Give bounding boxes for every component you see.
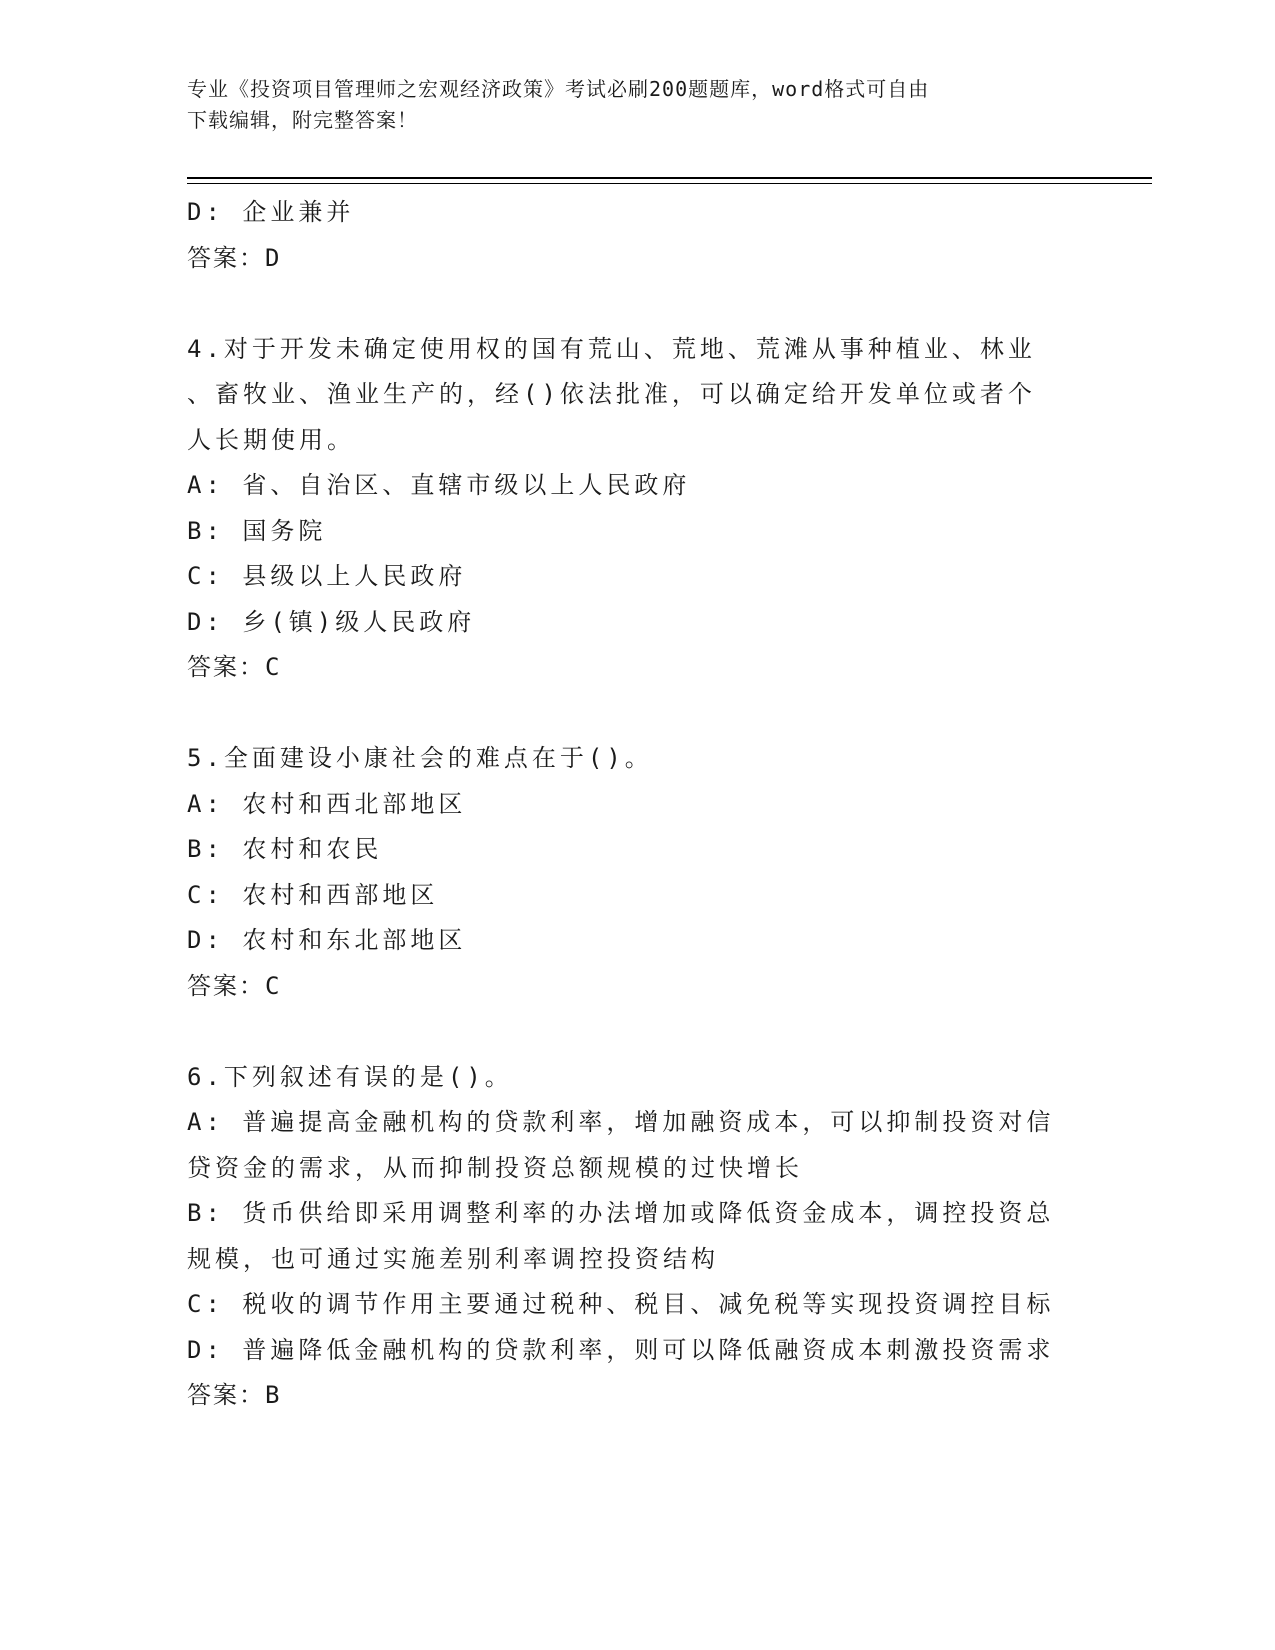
spacer [187,1009,1077,1055]
spacer [187,691,1077,737]
question-4-stem-line-2: 、畜牧业、渔业生产的，经()依法批准，可以确定给开发单位或者个 [187,380,1036,408]
header-divider-thin [187,183,1152,184]
question-6-answer: 答案：B [187,1381,282,1409]
question-4-option-b: B: 国务院 [187,516,327,545]
header-line-1: 专业《投资项目管理师之宏观经济政策》考试必刷200题题库，word格式可自由 [187,77,930,101]
header-line-2: 下载编辑，附完整答案！ [187,108,418,132]
document-header [187,74,1087,136]
question-4-option-a: A: 省、自治区、直辖市级以上人民政府 [187,471,691,499]
prev-answer: 答案：D [187,243,282,272]
prev-option-d: D: 企业兼并 [187,198,355,226]
question-5-answer: 答案：C [187,971,282,1000]
question-6-option-b-line-2: 规模，也可通过实施差别利率调控投资结构 [187,1244,719,1273]
question-6 [187,1055,1077,1419]
question-5-stem-line-1: 5.全面建设小康社会的难点在于()。 [187,744,653,772]
question-4-option-d: D: 乡(镇)级人民政府 [187,607,476,636]
header-divider-thick [187,177,1152,179]
question-5-option-d: D: 农村和东北部地区 [187,926,467,954]
question-5-option-a: A: 农村和西北部地区 [187,789,467,818]
question-6-option-c: C: 税收的调节作用主要通过税种、税目、减免税等实现投资调控目标 [187,1290,1055,1318]
question-6-option-a-line-2: 贷资金的需求，从而抑制投资总额规模的过快增长 [187,1153,803,1182]
question-5-option-c: C: 农村和西部地区 [187,880,439,909]
question-4-answer: 答案：C [187,653,282,681]
question-6-option-b-line-1: B: 货币供给即采用调整利率的办法增加或降低资金成本，调控投资总 [187,1199,1055,1227]
question-4-option-c: C: 县级以上人民政府 [187,562,467,590]
question-4-stem-line-3: 人长期使用。 [187,425,355,454]
spacer [187,281,1077,327]
question-6-option-d: D: 普遍降低金融机构的贷款利率，则可以降低融资成本刺激投资需求 [187,1335,1055,1364]
question-5 [187,736,1077,1009]
question-4 [187,327,1077,691]
question-4-stem-line-1: 4.对于开发未确定使用权的国有荒山、荒地、荒滩从事种植业、林业 [187,334,1036,363]
question-6-option-a-line-1: A: 普遍提高金融机构的贷款利率，增加融资成本，可以抑制投资对信 [187,1108,1055,1136]
question-6-stem-line-1: 6.下列叙述有误的是()。 [187,1062,513,1091]
question-5-option-b: B: 农村和农民 [187,835,383,863]
document-body [187,190,1077,1419]
